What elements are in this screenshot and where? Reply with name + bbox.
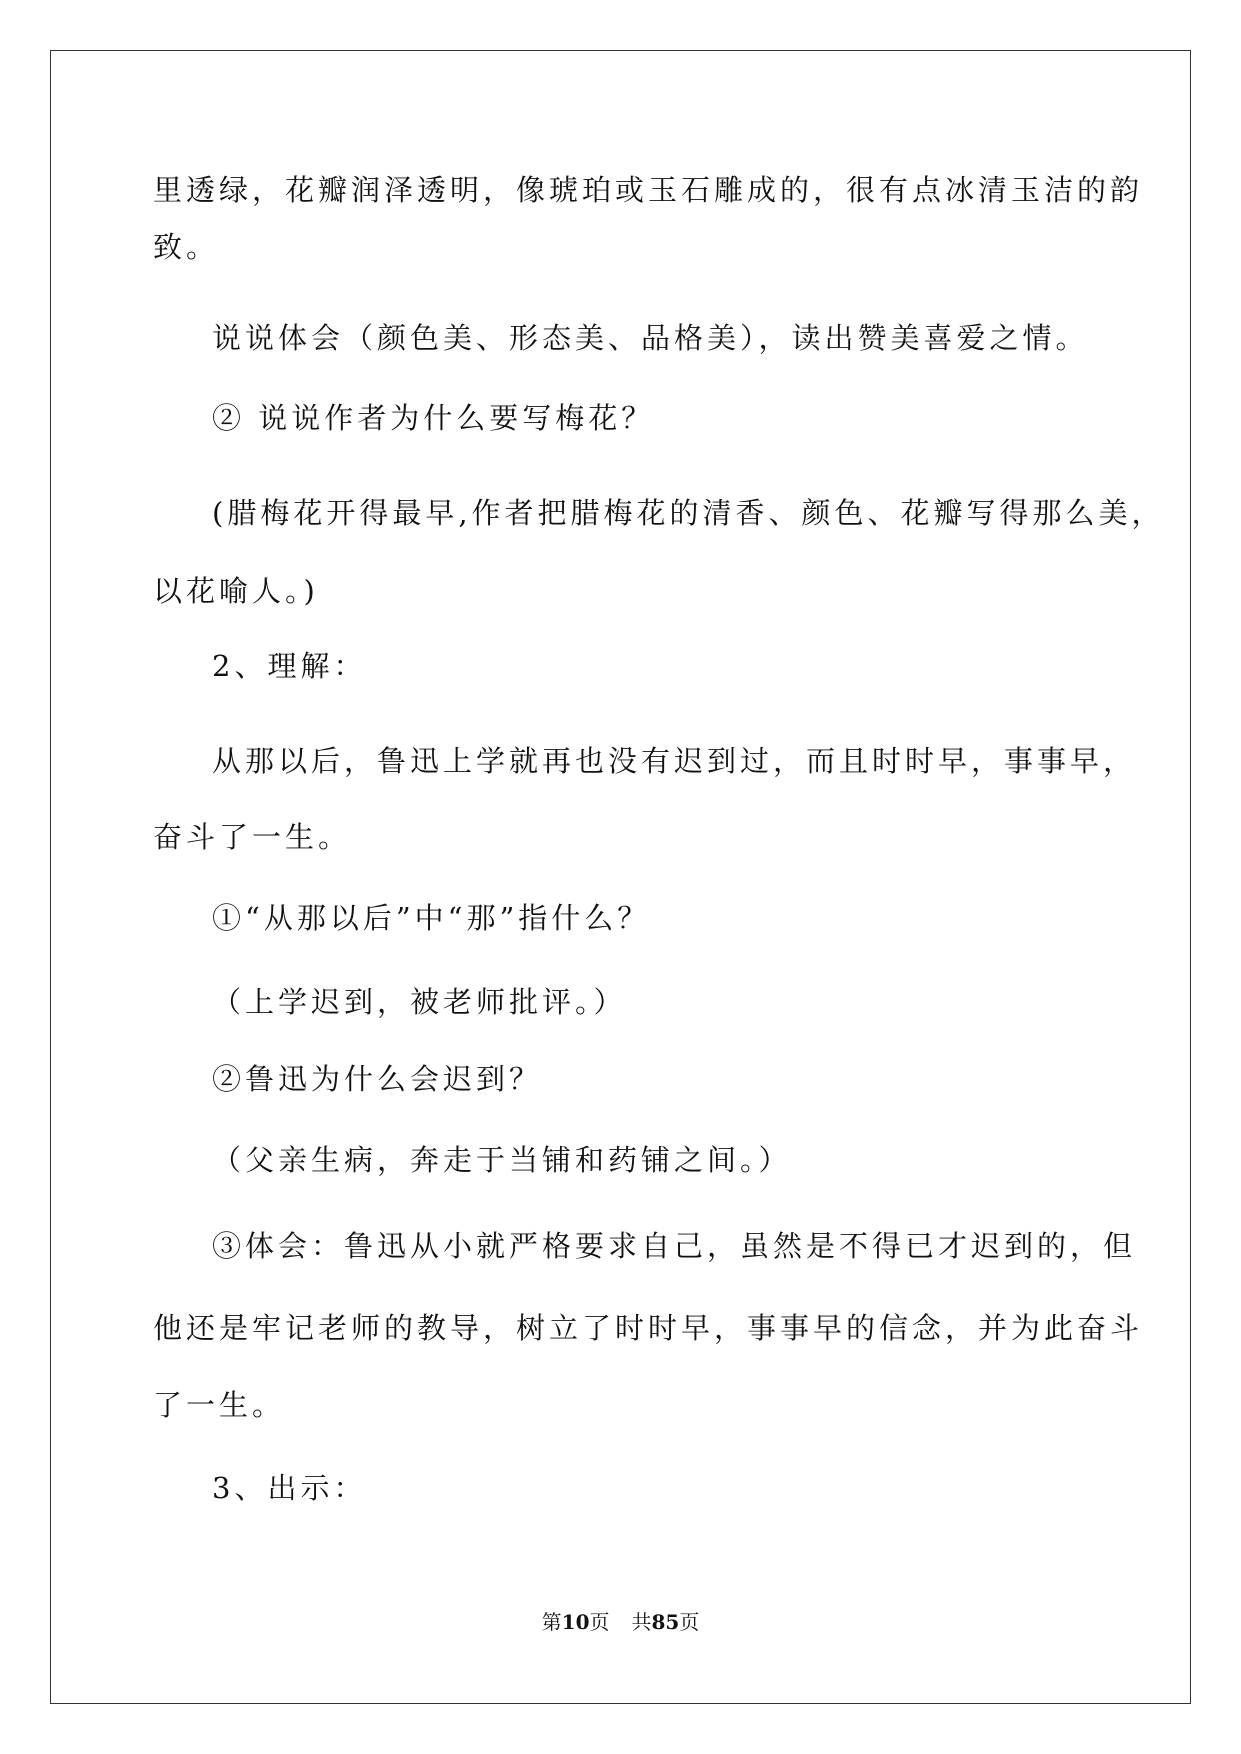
paragraph-line-3: 说说体会（颜色美、形态美、品格美），读出赞美喜爱之情。	[212, 321, 1089, 355]
current-page-number: 10	[561, 1610, 590, 1634]
paragraph-line-16: 了一生。	[153, 1388, 286, 1422]
paragraph-line-11: （上学迟到，被老师批评。）	[212, 985, 627, 1019]
paragraph-line-17: 3、出示：	[212, 1471, 367, 1505]
paragraph-line-1: 里透绿，花瓣润泽透明，像琥珀或玉石雕成的，很有点冰清玉洁的韵	[153, 173, 1144, 207]
paragraph-line-4: ② 说说作者为什么要写梅花？	[212, 401, 655, 435]
paragraph-line-10: ①“从那以后”中“那”指什么？	[212, 901, 651, 935]
paragraph-line-5: (腊梅花开得最早,作者把腊梅花的清香、颜色、花瓣写得那么美，	[212, 496, 1165, 530]
total-page-number: 85	[651, 1610, 680, 1634]
footer-page-unit: 页	[589, 1610, 610, 1634]
paragraph-line-12: ②鲁迅为什么会迟到？	[212, 1062, 543, 1096]
paragraph-line-2: 致。	[153, 230, 220, 264]
page-border	[50, 50, 1191, 1704]
paragraph-line-15: 他还是牢记老师的教导，树立了时时早，事事早的信念，并为此奋斗	[153, 1311, 1144, 1345]
footer-prefix: 第	[541, 1610, 562, 1634]
paragraph-line-6: 以花喻人。)	[153, 574, 319, 608]
paragraph-line-14: ③体会：鲁迅从小就严格要求自己，虽然是不得已才迟到的，但	[212, 1229, 1137, 1263]
paragraph-line-7: 2、理解：	[212, 649, 367, 683]
footer-total-prefix: 共	[631, 1610, 652, 1634]
paragraph-line-8: 从那以后，鲁迅上学就再也没有迟到过，而且时时早，事事早，	[212, 744, 1137, 778]
paragraph-line-13: （父亲生病，奔走于当铺和药铺之间。）	[212, 1143, 792, 1177]
footer-total-unit: 页	[679, 1610, 700, 1634]
paragraph-line-9: 奋斗了一生。	[153, 820, 352, 854]
page-footer	[0, 1608, 1241, 1636]
